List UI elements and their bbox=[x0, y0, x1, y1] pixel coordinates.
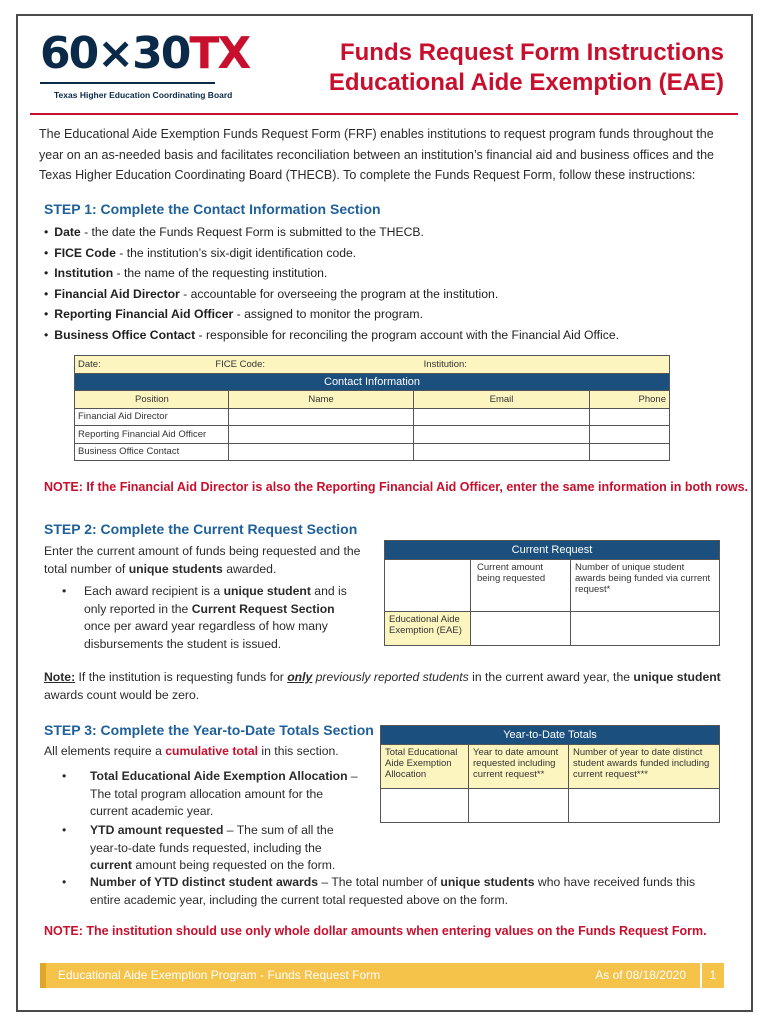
table-row bbox=[385, 560, 720, 612]
document-title bbox=[329, 38, 724, 98]
list-item bbox=[44, 325, 619, 346]
date-label: Date: bbox=[78, 358, 101, 370]
column-header: Position bbox=[75, 391, 229, 409]
desc-a: – The total number of bbox=[317, 875, 441, 889]
step2-text-a: Enter the current amount of funds being requested and the total number of bbox=[44, 544, 361, 576]
ytd-header: Year-to-Date Totals bbox=[381, 726, 720, 745]
ytd-students-cell[interactable] bbox=[569, 789, 720, 823]
table-row bbox=[381, 726, 720, 745]
intro-c: in this section. bbox=[258, 744, 339, 758]
bullet-c: and is only reported in the bbox=[84, 584, 347, 616]
note-c: previously reported students bbox=[312, 670, 469, 684]
desc-c: amount being requested on the form. bbox=[132, 858, 336, 872]
header-fields-cell bbox=[75, 356, 670, 374]
institution-label: Institution: bbox=[423, 358, 467, 370]
term: Financial Aid Director bbox=[54, 286, 180, 301]
footer-accent bbox=[40, 963, 46, 988]
intro-a: All elements require a bbox=[44, 744, 166, 758]
term: FICE Code bbox=[54, 245, 116, 260]
note-same-info: NOTE: If the Financial Aid Director is also the Reporting Financial Aid Officer, enter the same information in both rows. bbox=[44, 480, 749, 494]
bullet-a: Each award recipient is a bbox=[84, 584, 224, 598]
step2-bullet-text bbox=[84, 583, 362, 653]
step1-list bbox=[44, 222, 619, 345]
term: Total Educational Aide Exemption Allocation bbox=[90, 769, 348, 783]
desc-c: who have received funds this entire academic year, including the current total requested above on the form. bbox=[90, 875, 696, 907]
intro-paragraph: The Educational Aide Exemption Funds Request Form (FRF) enables institutions to request program funds throughout the year on an as-needed basis and facilitates reconciliation between an institution’s financial aid and business offices and the Texas Higher Education Coordinating Board (THECB). To complete the Funds Request Form, follow these instructions: bbox=[39, 127, 714, 182]
desc-b: current bbox=[90, 858, 132, 872]
email-cell[interactable] bbox=[414, 443, 590, 461]
list-item bbox=[44, 243, 619, 264]
table-row bbox=[75, 443, 670, 461]
contact-information-header: Contact Information bbox=[75, 373, 670, 391]
note-d: in the current award year, the bbox=[468, 670, 634, 684]
term: Number of YTD distinct student awards bbox=[90, 875, 318, 889]
step3-intro bbox=[44, 743, 364, 761]
column-header: Name bbox=[229, 391, 414, 409]
table-row bbox=[75, 373, 670, 391]
current-request-header: Current Request bbox=[385, 541, 720, 560]
row-label: Reporting Financial Aid Officer bbox=[75, 426, 229, 444]
desc-b: unique students bbox=[440, 875, 535, 889]
step3-bullet-1 bbox=[62, 768, 360, 821]
note-f: awards count would be zero. bbox=[44, 687, 200, 702]
term: YTD amount requested bbox=[90, 823, 224, 837]
column-header: Number of unique student awards being funded via current request* bbox=[571, 560, 720, 612]
term: Date bbox=[54, 225, 81, 239]
table-row bbox=[381, 789, 720, 823]
column-header: Number of year to date distinct student awards funded including current request*** bbox=[569, 745, 720, 789]
row-label: Financial Aid Director bbox=[75, 408, 229, 426]
bullet-dot: • bbox=[62, 823, 67, 837]
step3-bullet-3 bbox=[62, 874, 722, 909]
desc: - the name of the requesting institution. bbox=[113, 266, 328, 280]
current-request-table bbox=[384, 540, 720, 646]
thecb-logo bbox=[40, 28, 250, 107]
allocation-cell[interactable] bbox=[381, 789, 469, 823]
logo-main-text: 60×30 bbox=[40, 28, 190, 79]
desc-a: – The sum of all the year-to-date funds requested, including the bbox=[90, 823, 334, 855]
amount-cell[interactable] bbox=[471, 612, 571, 646]
logo-wordmark bbox=[40, 28, 250, 79]
title-divider bbox=[30, 113, 738, 115]
footer-title: Educational Aide Exemption Program - Funds Request Form bbox=[58, 968, 381, 982]
list-item bbox=[44, 284, 619, 305]
note-a: If the institution is requesting funds for bbox=[75, 670, 288, 684]
table-row bbox=[385, 541, 720, 560]
phone-cell[interactable] bbox=[590, 426, 670, 444]
column-header: Current amount being requested bbox=[471, 560, 571, 612]
step2-note bbox=[44, 669, 724, 704]
ytd-amount-cell[interactable] bbox=[469, 789, 569, 823]
note-label: Note: bbox=[44, 670, 76, 684]
bullet-dot: • bbox=[62, 875, 67, 889]
term: Institution bbox=[54, 266, 114, 280]
step1-heading: STEP 1: Complete the Contact Information Section bbox=[44, 201, 381, 217]
bullet-d: Current Request Section bbox=[191, 601, 335, 616]
bullet-b: unique student bbox=[223, 584, 311, 598]
table-row bbox=[75, 426, 670, 444]
term: Reporting Financial Aid Officer bbox=[54, 307, 234, 321]
name-cell[interactable] bbox=[229, 408, 414, 426]
row-label: Educational Aide Exemption (EAE) bbox=[385, 612, 471, 646]
bullet-text bbox=[90, 768, 360, 821]
bullet-dot: • bbox=[62, 584, 67, 598]
table-row bbox=[385, 612, 720, 646]
column-header: Year to date amount requested including current request** bbox=[469, 745, 569, 789]
intro-b: cumulative total bbox=[165, 744, 259, 758]
step3-heading: STEP 3: Complete the Year-to-Date Totals Section bbox=[44, 722, 374, 738]
students-cell[interactable] bbox=[571, 612, 720, 646]
step2-text-c: awarded. bbox=[222, 561, 277, 576]
note-b: only bbox=[287, 670, 313, 684]
contact-information-table bbox=[74, 355, 670, 461]
title-line-2: Educational Aide Exemption (EAE) bbox=[328, 69, 724, 96]
table-row bbox=[75, 356, 670, 374]
desc: - the institution’s six-digit identification code. bbox=[115, 245, 357, 260]
year-to-date-table bbox=[380, 725, 720, 823]
row-label: Business Office Contact bbox=[75, 443, 229, 461]
term: Business Office Contact bbox=[54, 327, 196, 342]
column-header: Phone bbox=[590, 391, 670, 409]
bullet-e: once per award year regardless of how many disbursements the student is issued. bbox=[84, 619, 328, 651]
phone-cell[interactable] bbox=[590, 408, 670, 426]
step2-bullet bbox=[62, 583, 362, 653]
bullet-dot: • bbox=[62, 769, 67, 783]
title-line-1: Funds Request Form Instructions bbox=[339, 39, 724, 66]
step2-text-b: unique students bbox=[128, 561, 223, 576]
table-row bbox=[75, 408, 670, 426]
page-number: 1 bbox=[700, 963, 724, 988]
phone-cell[interactable] bbox=[590, 443, 670, 461]
step2-heading: STEP 2: Complete the Current Request Section bbox=[44, 521, 358, 537]
list-item bbox=[44, 222, 619, 243]
list-item bbox=[44, 263, 619, 284]
desc: - assigned to monitor the program. bbox=[233, 307, 423, 321]
step3-bullet-2 bbox=[62, 822, 360, 875]
note-whole-dollars: NOTE: The institution should use only whole dollar amounts when entering values on the Funds Request Form. bbox=[44, 924, 707, 938]
desc: - accountable for overseeing the program at the institution. bbox=[179, 286, 499, 301]
note-e: unique student bbox=[633, 670, 721, 684]
logo-subtitle: Texas Higher Education Coordinating Board bbox=[54, 90, 233, 100]
table-row bbox=[75, 391, 670, 409]
name-cell[interactable] bbox=[229, 443, 414, 461]
page-footer bbox=[40, 963, 724, 988]
column-header: Total Educational Aide Exemption Allocation bbox=[381, 745, 469, 789]
footer-date: As of 08/18/2020 bbox=[595, 968, 686, 982]
logo-tx-text: TX bbox=[189, 28, 250, 79]
step2-text bbox=[44, 543, 364, 578]
list-item bbox=[44, 304, 619, 325]
blank-cell bbox=[385, 560, 471, 612]
email-cell[interactable] bbox=[414, 426, 590, 444]
desc: - the date the Funds Request Form is submitted to the THECB. bbox=[80, 225, 424, 239]
logo-divider bbox=[40, 82, 215, 84]
desc: – The total program allocation amount for the current academic year. bbox=[90, 769, 358, 818]
table-row bbox=[381, 745, 720, 789]
desc: - responsible for reconciling the program account with the Financial Aid Office. bbox=[195, 327, 619, 342]
bullet-text bbox=[90, 822, 360, 875]
bullet-text bbox=[90, 874, 722, 909]
email-cell[interactable] bbox=[414, 408, 590, 426]
name-cell[interactable] bbox=[229, 426, 414, 444]
fice-label: FICE Code: bbox=[215, 358, 265, 370]
column-header: Email bbox=[414, 391, 590, 409]
